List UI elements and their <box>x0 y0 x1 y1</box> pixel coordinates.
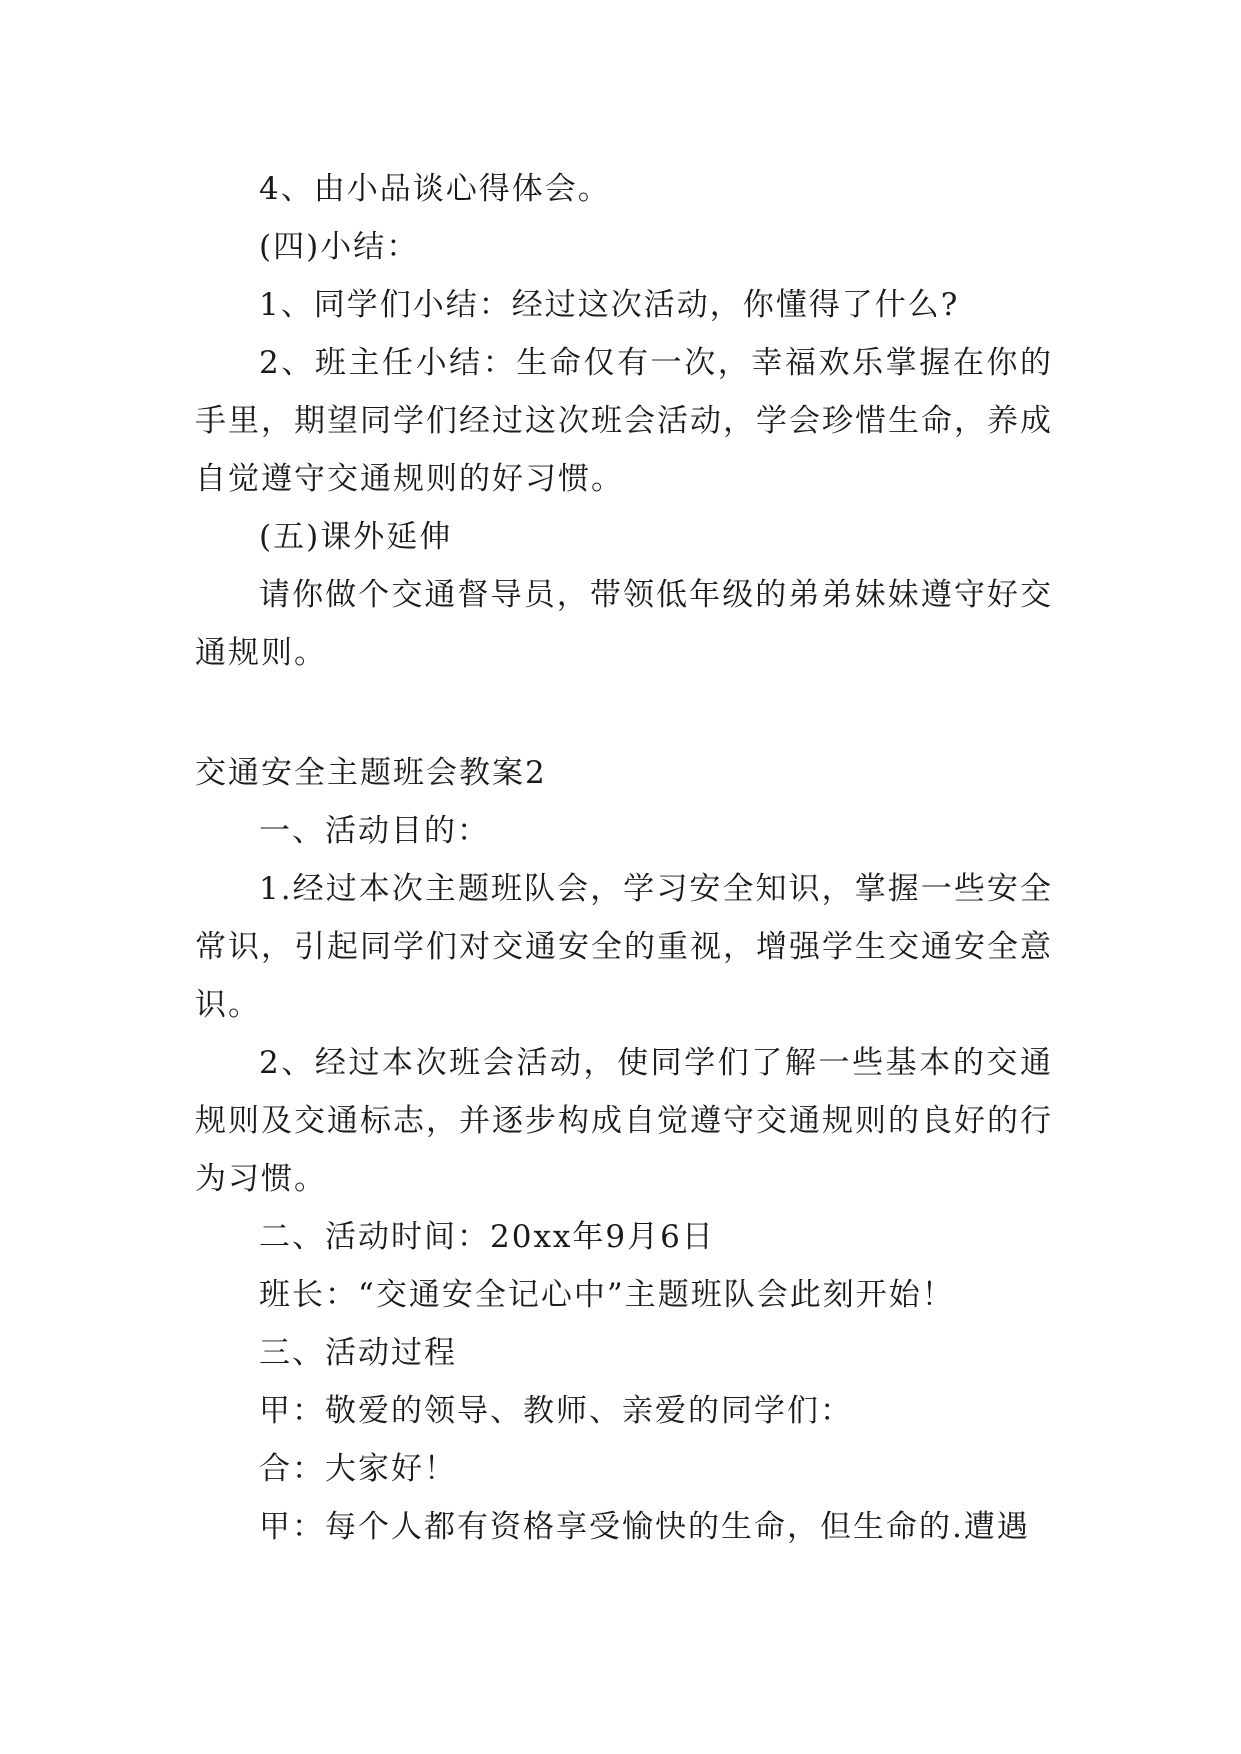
paragraph-purpose-1: 1.经过本次主题班队会，学习安全知识，掌握一些安全常识，引起同学们对交通安全的重视，增强学生交通安全意识。 <box>195 871 1053 1023</box>
paragraph-purpose-heading: 一、活动目的： <box>259 813 490 849</box>
paragraph-purpose-2: 2、经过本次班会活动，使同学们了解一些基本的交通规则及交通标志，并逐步构成自觉遵守交通规则的良好的行为习惯。 <box>195 1045 1053 1197</box>
paragraph-process-heading: 三、活动过程 <box>259 1335 457 1371</box>
paragraph-teacher-summary: 2、班主任小结：生命仅有一次，幸福欢乐掌握在你的手里，期望同学们经过这次班会活动，学会珍惜生命，养成自觉遵守交通规则的好习惯。 <box>195 345 1053 497</box>
paragraph-item-4: 4、由小品谈心得体会。 <box>259 171 611 207</box>
paragraph-extension-body: 请你做个交通督导员，带领低年级的弟弟妹妹遵守好交通规则。 <box>195 577 1053 671</box>
paragraph-dialogue-all: 合：大家好！ <box>259 1451 457 1487</box>
paragraph-dialogue-a2: 甲：每个人都有资格享受愉快的生命，但生命的.遭遇 <box>259 1509 1030 1545</box>
paragraph-monitor-opening: 班长：“交通安全记心中”主题班队会此刻开始！ <box>259 1277 955 1313</box>
paragraph-dialogue-a1: 甲：敬爱的领导、教师、亲爱的同学们： <box>259 1393 853 1429</box>
document-body <box>195 160 1053 1556</box>
paragraph-summary-heading: (四)小结： <box>259 229 420 265</box>
section-title: 交通安全主题班会教案2 <box>195 755 547 791</box>
paragraph-student-summary: 1、同学们小结：经过这次活动，你懂得了什么? <box>259 287 960 323</box>
paragraph-activity-time: 二、活动时间：20xx年9月6日 <box>259 1219 715 1255</box>
paragraph-extension-heading: (五)课外延伸 <box>259 519 453 555</box>
